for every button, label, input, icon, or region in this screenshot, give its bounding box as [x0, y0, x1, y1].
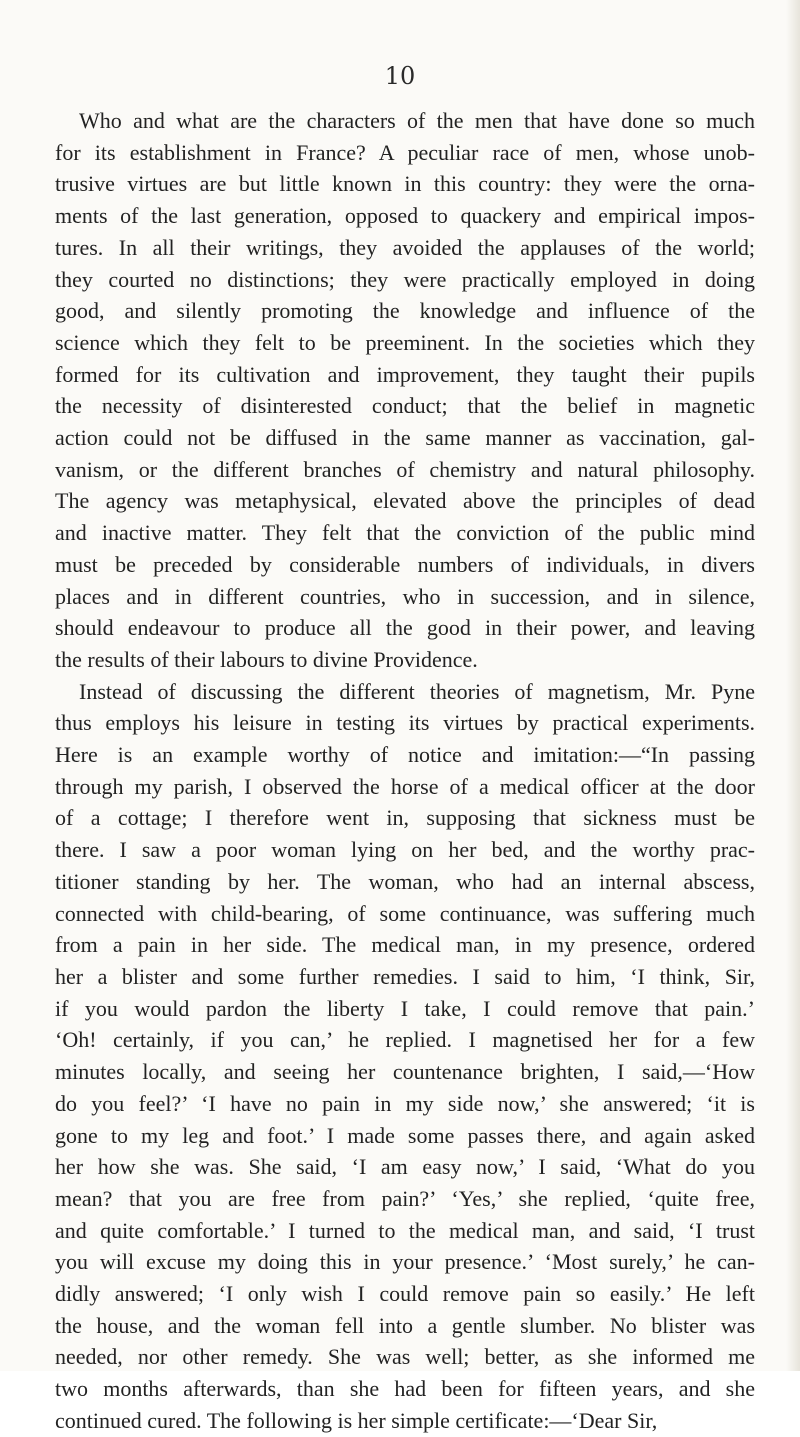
text-line: ‘Oh! certainly, if you can,’ he replied. I magnetised her for a few [55, 1027, 755, 1053]
text-line: do you feel?’ ‘I have no pain in my side now,’ she answered; ‘it is [55, 1090, 755, 1116]
text-line: the necessity of disinterested conduct; that the belief in magnetic [55, 393, 755, 419]
text-line: for its establishment in France? A peculiar race of men, whose unob- [55, 139, 755, 165]
text-line: titioner standing by her. The woman, who had an internal abscess, [55, 868, 755, 894]
text-line: Instead of discussing the different theories of magnetism, Mr. Pyne [79, 678, 755, 704]
text-line: through my parish, I observed the horse of a medical officer at the door [55, 773, 755, 799]
text-line: continued cured. The following is her simple certificate:—‘Dear Sir, [55, 1407, 658, 1433]
text-line: there. I saw a poor woman lying on her bed, and the worthy prac- [55, 837, 755, 863]
text-line: her a blister and some further remedies. I said to him, ‘I think, Sir, [55, 963, 755, 989]
text-line: vanism, or the different branches of chemistry and natural philosophy. [55, 456, 755, 482]
text-line: from a pain in her side. The medical man, in my presence, ordered [55, 932, 755, 958]
text-line: mean? that you are free from pain?’ ‘Yes,’ she replied, ‘quite free, [55, 1185, 755, 1211]
page-edge-shadow [786, 0, 800, 1371]
paragraph [55, 105, 755, 676]
text-line: good, and silently promoting the knowledge and influence of the [55, 298, 755, 324]
text-line: they courted no distinctions; they were practically employed in doing [55, 266, 755, 292]
text-line: action could not be diffused in the same manner as vaccination, gal- [55, 425, 755, 451]
text-line: and quite comfortable.’ I turned to the medical man, and said, ‘I trust [55, 1217, 755, 1243]
text-line: must be preceded by considerable numbers of individuals, in divers [55, 551, 755, 577]
text-line: should endeavour to produce all the good in their power, and leaving [55, 615, 755, 641]
text-line: Here is an example worthy of notice and imitation:—“In passing [55, 742, 755, 768]
text-line: gone to my leg and foot.’ I made some passes there, and again asked [55, 1122, 755, 1148]
paragraph [55, 676, 755, 1437]
text-line: of a cottage; I therefore went in, supposing that sickness must be [55, 805, 755, 831]
text-line: two months afterwards, than she had been for fifteen years, and she [55, 1376, 755, 1402]
text-line: thus employs his leisure in testing its virtues by practical experiments. [55, 710, 755, 736]
text-line: you will excuse my doing this in your presence.’ ‘Most surely,’ he can- [55, 1249, 755, 1275]
text-line: her how she was. She said, ‘I am easy now,’ I said, ‘What do you [55, 1154, 755, 1180]
text-line: tures. In all their writings, they avoided the applauses of the world; [55, 234, 755, 260]
body-text [55, 105, 755, 1437]
text-line: and inactive matter. They felt that the conviction of the public mind [55, 520, 755, 546]
text-line: didly answered; ‘I only wish I could remove pain so easily.’ He left [55, 1281, 755, 1307]
text-line: if you would pardon the liberty I take, I could remove that pain.’ [55, 995, 755, 1021]
text-line: connected with child-bearing, of some continuance, was suffering much [55, 900, 755, 926]
text-line: trusive virtues are but little known in this country: they were the orna- [55, 171, 755, 197]
text-line: formed for its cultivation and improvement, they taught their pupils [55, 361, 755, 387]
text-line: minutes locally, and seeing her countenance brighten, I said,—‘How [55, 1059, 755, 1085]
text-line: The agency was metaphysical, elevated above the principles of dead [55, 488, 755, 514]
text-line: science which they felt to be preeminent. In the societies which they [55, 329, 755, 355]
page-number: 10 [384, 62, 416, 90]
text-line: the house, and the woman fell into a gentle slumber. No blister was [55, 1312, 755, 1338]
text-line: places and in different countries, who in succession, and in silence, [55, 583, 755, 609]
text-line: Who and what are the characters of the men that have done so much [79, 108, 755, 133]
text-line: the results of their labours to divine Providence. [55, 646, 478, 672]
text-line: needed, nor other remedy. She was well; better, as she informed me [55, 1344, 755, 1370]
text-line: ments of the last generation, opposed to quackery and empirical impos- [55, 203, 755, 229]
